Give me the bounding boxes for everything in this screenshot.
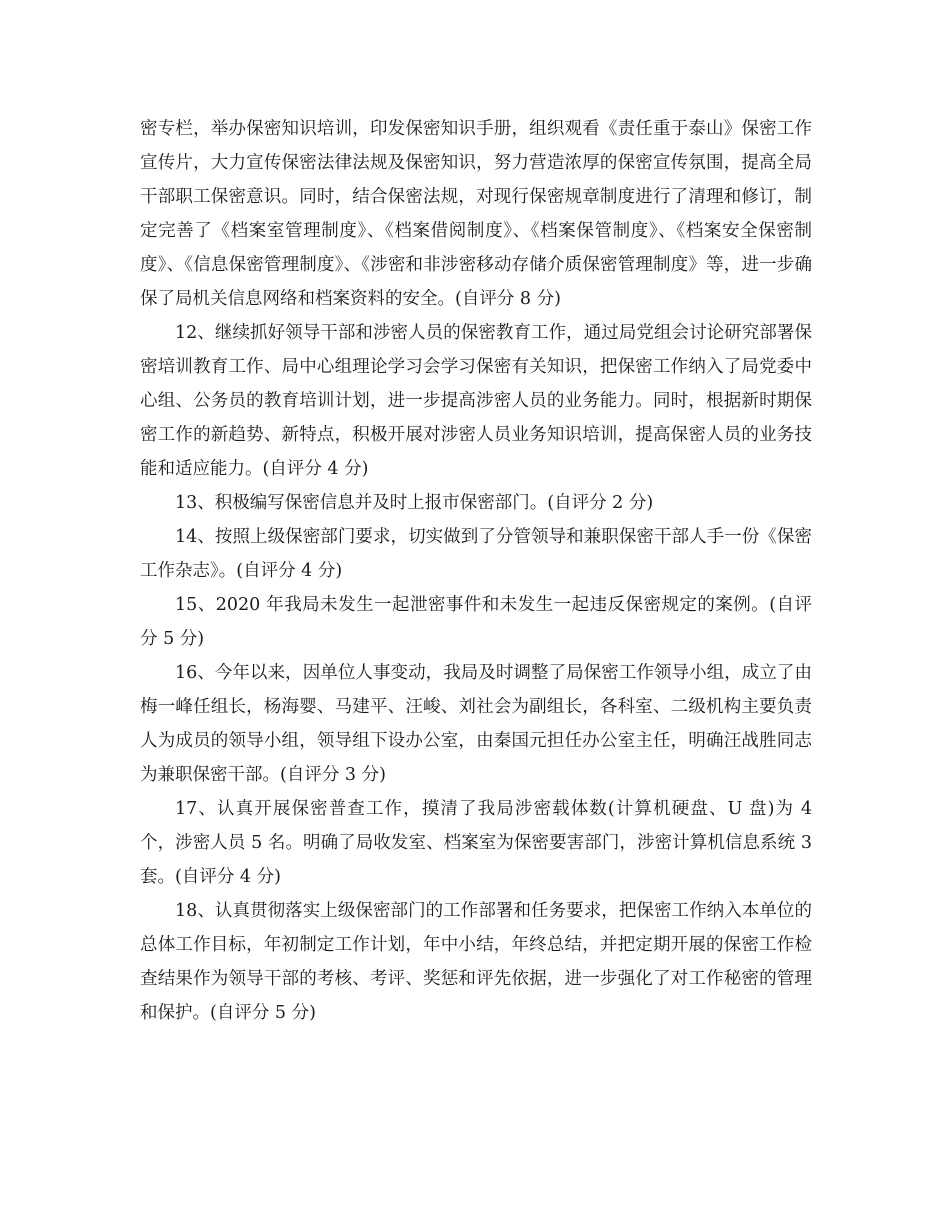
paragraph-item-16: 16、今年以来，因单位人事变动，我局及时调整了局保密工作领导小组，成立了由梅一峰任组长，杨海婴、马建平、汪峻、刘社会为副组长，各科室、二级机构主要负责人为成员的领导小组，领导组下设办公室，由秦国元担任办公室主任，明确汪战胜同志为兼职保密干部。(自评分 3 分)	[140, 663, 812, 785]
paragraph-item-17: 17、认真开展保密普查工作，摸清了我局涉密载体数(计算机硬盘、U 盘)为 4 个，涉密人员 5 名。明确了局收发室、档案室为保密要害部门，涉密计算机信息系统 3 套。(自评分 4 分)	[140, 799, 812, 887]
paragraph-item-14: 14、按照上级保密部门要求，切实做到了分管领导和兼职保密干部人手一份《保密工作杂志》。(自评分 4 分)	[140, 527, 812, 581]
paragraph-item-15: 15、2020 年我局未发生一起泄密事件和未发生一起违反保密规定的案例。(自评分 5 分)	[140, 595, 812, 649]
paragraph-item-18: 18、认真贯彻落实上级保密部门的工作部署和任务要求，把保密工作纳入本单位的总体工作目标，年初制定工作计划，年中小结，年终总结，并把定期开展的保密工作检查结果作为领导干部的考核、考评、奖惩和评先依据，进一步强化了对工作秘密的管理和保护。(自评分 5 分)	[140, 901, 812, 1023]
paragraph-continuation: 密专栏，举办保密知识培训，印发保密知识手册，组织观看《责任重于泰山》保密工作宣传片，大力宣传保密法律法规及保密知识，努力营造浓厚的保密宣传氛围，提高全局干部职工保密意识。同时，结合保密法规，对现行保密规章制度进行了清理和修订，制定完善了《档案室管理制度》、《档案借阅制度》、《档案保管制度》、《档案安全保密制度》、《信息保密管理制度》、《涉密和非涉密移动存储介质保密管理制度》等，进一步确保了局机关信息网络和档案资料的安全。(自评分 8 分)	[140, 119, 812, 309]
document-page	[140, 112, 812, 1030]
paragraph-item-12: 12、继续抓好领导干部和涉密人员的保密教育工作，通过局党组会讨论研究部署保密培训教育工作、局中心组理论学习会学习保密有关知识，把保密工作纳入了局党委中心组、公务员的教育培训计划，进一步提高涉密人员的业务能力。同时，根据新时期保密工作的新趋势、新特点，积极开展对涉密人员业务知识培训，提高保密人员的业务技能和适应能力。(自评分 4 分)	[140, 323, 812, 479]
paragraph-item-13: 13、积极编写保密信息并及时上报市保密部门。(自评分 2 分)	[175, 493, 654, 513]
